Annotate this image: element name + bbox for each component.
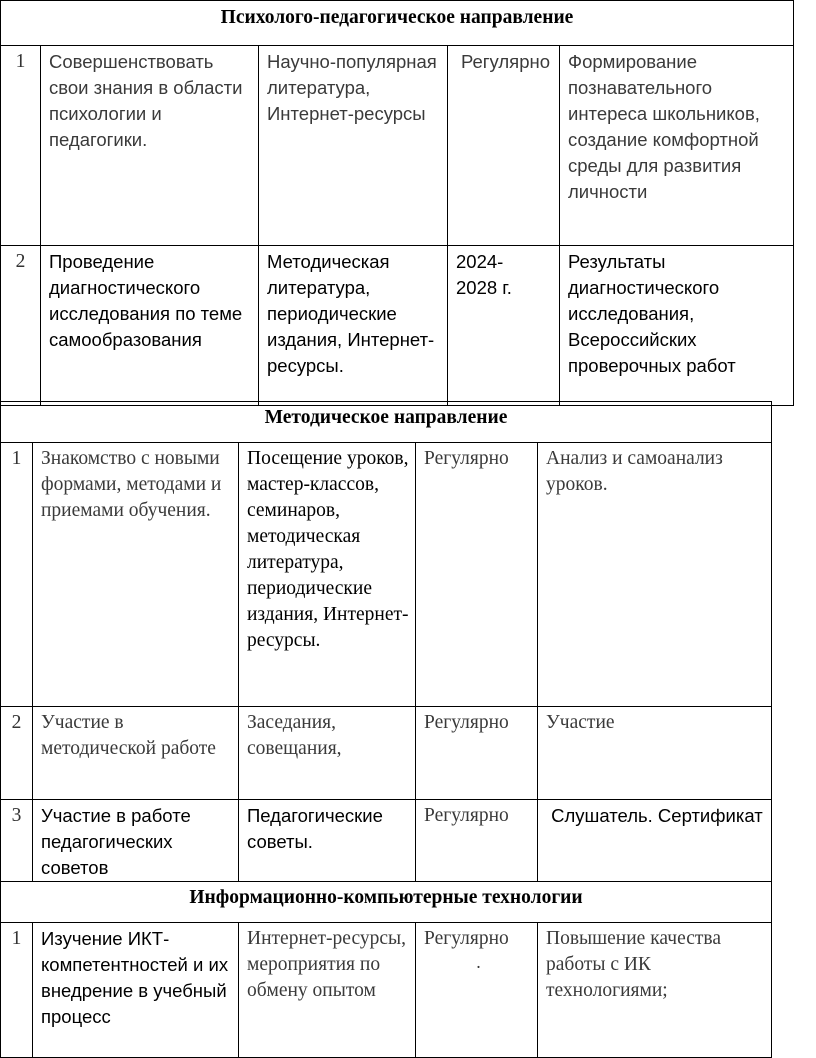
table-methodical-ict [0, 401, 772, 1058]
resources-cell: Интернет-ресурсы, мероприятия по обмену опытом [239, 923, 416, 1058]
period-text: Регулярно [460, 51, 550, 72]
row-number: 3 [1, 800, 33, 882]
table-row [1, 443, 772, 707]
resources-cell: Методическая литература, периодические издания, Интернет-ресурсы. [259, 246, 448, 406]
table-psych-ped [0, 0, 794, 406]
table-row [1, 246, 794, 406]
task-cell: Знакомство с новыми формами, методами и приемами обучения. [33, 443, 239, 707]
resources-cell: Заседания, совещания, [239, 707, 416, 800]
period-extra: . [476, 952, 481, 972]
period-cell: Регулярно [416, 707, 538, 800]
task-cell: Проведение диагностического исследования по теме самообразования [41, 246, 259, 406]
task-cell: Участие в методической работе [33, 707, 239, 800]
section-title-ict [1, 882, 772, 923]
section-title-psych-ped [1, 1, 794, 46]
row-number: 2 [1, 246, 41, 406]
period-cell: Регулярно [416, 443, 538, 707]
period-text: Регулярно [424, 928, 509, 949]
task-cell: Участие в работе педагогических советов [33, 800, 239, 882]
table-row [1, 923, 772, 1058]
section-title-text: Методическое направление [264, 407, 508, 428]
period-cell [448, 46, 560, 246]
result-cell: Анализ и самоанализ уроков. [538, 443, 772, 707]
task-cell: Совершенствовать свои знания в области психологии и педагогики. [41, 46, 259, 246]
period-text: 2024-2028 г. [456, 251, 512, 298]
resources-cell: Педагогические советы. [239, 800, 416, 882]
table-row [1, 707, 772, 800]
resources-cell: Посещение уроков, мастер-классов, семинаров, методическая литература, периодические издания, Интернет-ресурсы. [239, 443, 416, 707]
row-number: 1 [1, 443, 33, 707]
section-title-text: Информационно-компьютерные технологии [189, 887, 583, 908]
section-title-text: Психолого-педагогическое направление [220, 7, 574, 28]
table-row [1, 46, 794, 246]
section-title-methodical [1, 402, 772, 443]
period-cell [416, 923, 538, 1058]
table-row [1, 800, 772, 882]
resources-cell: Научно-популярная литература, Интернет-ресурсы [259, 46, 448, 246]
task-cell: Изучение ИКТ-компетентностей и их внедрение в учебный процесс [33, 923, 239, 1058]
period-cell: Регулярно [416, 800, 538, 882]
result-cell: Формирование познавательного интереса школьников, создание комфортной среды для развития личности [560, 46, 794, 246]
result-cell: Результаты диагностического исследования, Всероссийских проверочных работ [560, 246, 794, 406]
row-number: 2 [1, 707, 33, 800]
row-number: 1 [1, 46, 41, 246]
result-cell: Повышение качества работы с ИК технологиями; [538, 923, 772, 1058]
result-cell: Слушатель. Сертификат [538, 800, 772, 882]
result-cell: Участие [538, 707, 772, 800]
row-number: 1 [1, 923, 33, 1058]
period-cell [448, 246, 560, 406]
